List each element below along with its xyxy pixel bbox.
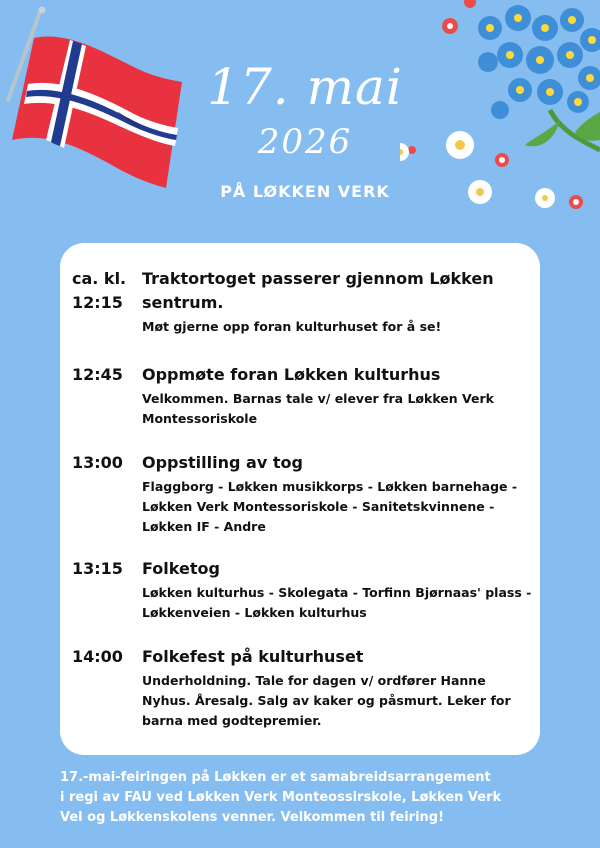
- year-heading: 2026: [257, 122, 353, 162]
- page-title: 17. mai: [207, 58, 403, 116]
- footer-line: i regi av FAU ved Løkken Verk Monteossirskole, Løkken Verk: [60, 790, 502, 805]
- footer-line: Vel og Løkkenskolens venner. Velkommen til feiring!: [60, 810, 445, 825]
- event-title: Traktortoget passerer gjennom Løkken: [142, 269, 494, 288]
- event-description: Montessoriskole: [142, 411, 258, 426]
- schedule-card: [60, 243, 540, 755]
- event-time: ca. kl.: [72, 269, 127, 288]
- event-title: Folketog: [142, 559, 220, 578]
- event-description: barna med godtepremier.: [142, 713, 322, 728]
- event-description: Velkommen. Barnas tale v/ elever fra Løkken Verk: [142, 391, 494, 406]
- event-time: 12:45: [72, 365, 123, 384]
- event-time: 12:15: [72, 293, 123, 312]
- forget-me-not-flowers: [400, 0, 600, 230]
- location-subtitle: PÅ LØKKEN VERK: [220, 182, 390, 201]
- event-title: Folkefest på kulturhuset: [142, 647, 364, 666]
- footer-text: [60, 768, 550, 828]
- event-title: Oppstilling av tog: [142, 453, 303, 472]
- event-title: sentrum.: [142, 293, 224, 312]
- event-description: Flaggborg - Løkken musikkorps - Løkken barnehage -: [142, 479, 518, 494]
- footer-line: 17.-mai-feiringen på Løkken er et samabreidsarrangement: [60, 770, 491, 785]
- event-description: Nyhus. Åresalg. Salg av kaker og påsmurt. Leker for: [142, 693, 511, 708]
- event-description: Løkken IF - Andre: [142, 519, 266, 534]
- event-time: 13:00: [72, 453, 123, 472]
- event-description: Underholdning. Tale for dagen v/ ordfører Hanne: [142, 673, 486, 688]
- flag-icon: [0, 0, 200, 200]
- event-time: 14:00: [72, 647, 123, 666]
- norwegian-flag-illustration: [0, 0, 200, 200]
- event-description: Løkkenveien - Løkken kulturhus: [142, 605, 367, 620]
- flower-icon: [400, 0, 600, 230]
- event-description: Løkken Verk Montessoriskole - Sanitetskvinnene -: [142, 499, 495, 514]
- event-time: 13:15: [72, 559, 123, 578]
- event-description: Møt gjerne opp foran kulturhuset for å se!: [142, 319, 442, 334]
- event-title: Oppmøte foran Løkken kulturhus: [142, 365, 441, 384]
- event-description: Løkken kulturhus - Skolegata - Torfinn Bjørnaas' plass -: [142, 585, 532, 600]
